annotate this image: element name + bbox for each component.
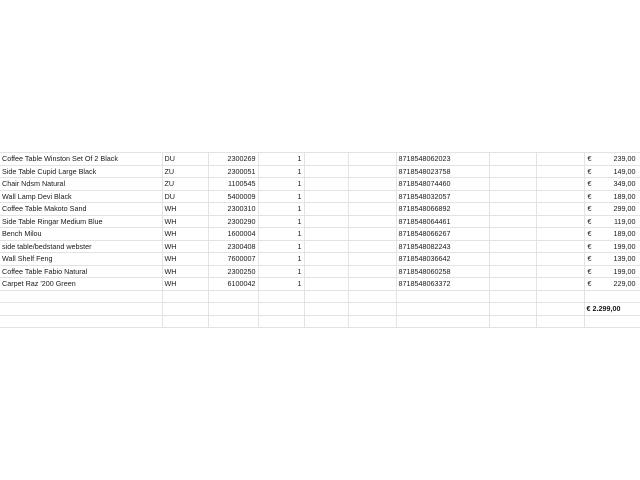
- price-amount: 199,00: [613, 266, 636, 276]
- price-amount: 299,00: [613, 204, 636, 214]
- table-row: [0, 203, 640, 216]
- table-row: [0, 178, 640, 191]
- empty-cell[interactable]: [304, 215, 348, 228]
- empty-cell[interactable]: [348, 178, 396, 191]
- table-row: [0, 165, 640, 178]
- empty-cell[interactable]: [304, 253, 348, 266]
- price-cell[interactable]: [584, 278, 640, 291]
- table-body: [0, 153, 640, 291]
- sku-cell[interactable]: 2300310: [208, 203, 258, 216]
- price-cell[interactable]: [584, 253, 640, 266]
- product-name-cell[interactable]: Coffee Table Winston Set Of 2 Black: [0, 153, 162, 166]
- empty-cell[interactable]: [536, 153, 584, 166]
- location-code-cell[interactable]: WH: [162, 240, 208, 253]
- location-code-cell[interactable]: ZU: [162, 165, 208, 178]
- empty-cell[interactable]: [489, 228, 536, 241]
- empty-cell[interactable]: [489, 165, 536, 178]
- product-name-cell[interactable]: side table/bedstand webster: [0, 240, 162, 253]
- sku-cell[interactable]: 2300269: [208, 153, 258, 166]
- empty-cell[interactable]: [536, 215, 584, 228]
- price-cell[interactable]: [584, 228, 640, 241]
- empty-cell[interactable]: [348, 240, 396, 253]
- price-amount: 119,00: [614, 216, 636, 226]
- sku-cell[interactable]: 2300051: [208, 165, 258, 178]
- ean-cell[interactable]: 8718548062023: [396, 153, 489, 166]
- ean-cell[interactable]: 8718548074460: [396, 178, 489, 191]
- location-code-cell[interactable]: WH: [162, 203, 208, 216]
- product-name-cell[interactable]: Coffee Table Makoto Sand: [0, 203, 162, 216]
- inventory-table: [0, 152, 640, 328]
- currency-symbol: €: [587, 229, 592, 238]
- currency-symbol: €: [587, 216, 592, 226]
- empty-cell[interactable]: [304, 278, 348, 291]
- table-row: [0, 265, 640, 278]
- table-footer: [0, 290, 640, 328]
- empty-cell[interactable]: [489, 253, 536, 266]
- currency-symbol: €: [587, 191, 592, 201]
- product-name-cell[interactable]: Wall Shelf Feng: [0, 253, 162, 266]
- location-code-cell[interactable]: WH: [162, 278, 208, 291]
- product-name-cell[interactable]: Side Table Ringar Medium Blue: [0, 215, 162, 228]
- empty-cell[interactable]: [304, 228, 348, 241]
- location-code-cell[interactable]: WH: [162, 265, 208, 278]
- total-cell[interactable]: € 2.299,00: [584, 303, 640, 316]
- sku-cell[interactable]: 2300250: [208, 265, 258, 278]
- price-cell[interactable]: [584, 215, 640, 228]
- price-amount: 349,00: [613, 179, 636, 189]
- quantity-cell[interactable]: 1: [258, 240, 304, 253]
- blank-row: [0, 315, 640, 328]
- currency-symbol: €: [587, 154, 592, 163]
- currency-symbol: €: [587, 179, 592, 188]
- empty-cell[interactable]: [304, 153, 348, 166]
- ean-cell[interactable]: 8718548066892: [396, 203, 489, 216]
- empty-cell[interactable]: [489, 153, 536, 166]
- location-code-cell[interactable]: DU: [162, 153, 208, 166]
- currency-symbol: €: [587, 254, 592, 263]
- empty-cell[interactable]: [489, 240, 536, 253]
- table-row: [0, 253, 640, 266]
- ean-cell[interactable]: 8718548066267: [396, 228, 489, 241]
- empty-cell[interactable]: [536, 178, 584, 191]
- empty-cell[interactable]: [489, 265, 536, 278]
- ean-cell[interactable]: 8718548060258: [396, 265, 489, 278]
- table-row: [0, 228, 640, 241]
- product-name-cell[interactable]: Wall Lamp Devi Black: [0, 190, 162, 203]
- currency-symbol: €: [587, 279, 592, 288]
- empty-cell[interactable]: [489, 203, 536, 216]
- empty-cell[interactable]: [348, 203, 396, 216]
- empty-cell[interactable]: [536, 228, 584, 241]
- price-cell[interactable]: [584, 203, 640, 216]
- product-name-cell[interactable]: Carpet Raz '200 Green: [0, 278, 162, 291]
- sku-cell[interactable]: 5400009: [208, 190, 258, 203]
- price-amount: 139,00: [613, 254, 636, 264]
- sku-cell[interactable]: 7600007: [208, 253, 258, 266]
- sku-cell[interactable]: 1100545: [208, 178, 258, 191]
- quantity-cell[interactable]: 1: [258, 178, 304, 191]
- empty-cell[interactable]: [304, 165, 348, 178]
- price-amount: 239,00: [613, 154, 636, 164]
- empty-cell[interactable]: [304, 265, 348, 278]
- ean-cell[interactable]: 8718548063372: [396, 278, 489, 291]
- empty-cell[interactable]: [348, 265, 396, 278]
- currency-symbol: €: [587, 241, 592, 251]
- table-row: [0, 278, 640, 291]
- spreadsheet: [0, 152, 640, 328]
- empty-cell[interactable]: [348, 165, 396, 178]
- quantity-cell[interactable]: 1: [258, 253, 304, 266]
- sku-cell[interactable]: 1600004: [208, 228, 258, 241]
- quantity-cell[interactable]: 1: [258, 215, 304, 228]
- quantity-cell[interactable]: 1: [258, 278, 304, 291]
- quantity-cell[interactable]: 1: [258, 203, 304, 216]
- price-cell[interactable]: [584, 165, 640, 178]
- currency-symbol: €: [587, 204, 592, 213]
- currency-symbol: €: [587, 266, 592, 276]
- empty-cell[interactable]: [489, 178, 536, 191]
- table-row: [0, 190, 640, 203]
- empty-cell[interactable]: [348, 278, 396, 291]
- empty-cell[interactable]: [348, 153, 396, 166]
- price-amount: 189,00: [613, 191, 636, 201]
- empty-cell[interactable]: [348, 215, 396, 228]
- empty-cell[interactable]: [304, 240, 348, 253]
- quantity-cell[interactable]: 1: [258, 265, 304, 278]
- product-name-cell[interactable]: Chair Ndsm Natural: [0, 178, 162, 191]
- price-amount: 199,00: [613, 241, 636, 251]
- price-cell[interactable]: [584, 265, 640, 278]
- empty-cell[interactable]: [536, 190, 584, 203]
- price-cell[interactable]: [584, 240, 640, 253]
- quantity-cell[interactable]: 1: [258, 153, 304, 166]
- price-cell[interactable]: [584, 178, 640, 191]
- empty-cell[interactable]: [536, 253, 584, 266]
- total-row: [0, 303, 640, 316]
- price-amount: 189,00: [613, 229, 636, 239]
- location-code-cell[interactable]: DU: [162, 190, 208, 203]
- empty-cell[interactable]: [489, 190, 536, 203]
- empty-cell[interactable]: [536, 240, 584, 253]
- price-amount: 229,00: [613, 279, 636, 289]
- product-name-cell[interactable]: Side Table Cupid Large Black: [0, 165, 162, 178]
- sku-cell[interactable]: 2300290: [208, 215, 258, 228]
- empty-cell[interactable]: [304, 190, 348, 203]
- empty-cell[interactable]: [489, 278, 536, 291]
- product-name-cell[interactable]: Coffee Table Fabio Natural: [0, 265, 162, 278]
- location-code-cell[interactable]: WH: [162, 228, 208, 241]
- sku-cell[interactable]: 6100042: [208, 278, 258, 291]
- ean-cell[interactable]: 8718548023758: [396, 165, 489, 178]
- ean-cell[interactable]: 8718548064461: [396, 215, 489, 228]
- table-row: [0, 240, 640, 253]
- table-row: [0, 153, 640, 166]
- quantity-cell[interactable]: 1: [258, 190, 304, 203]
- empty-cell[interactable]: [536, 203, 584, 216]
- empty-cell[interactable]: [536, 265, 584, 278]
- location-code-cell[interactable]: WH: [162, 253, 208, 266]
- empty-cell[interactable]: [348, 228, 396, 241]
- quantity-cell[interactable]: 1: [258, 165, 304, 178]
- empty-cell[interactable]: [536, 278, 584, 291]
- location-code-cell[interactable]: WH: [162, 215, 208, 228]
- price-amount: 149,00: [613, 166, 636, 176]
- empty-cell[interactable]: [489, 215, 536, 228]
- empty-cell[interactable]: [348, 253, 396, 266]
- ean-cell[interactable]: 8718548082243: [396, 240, 489, 253]
- empty-cell[interactable]: [304, 178, 348, 191]
- price-cell[interactable]: [584, 190, 640, 203]
- price-cell[interactable]: [584, 153, 640, 166]
- sku-cell[interactable]: 2300408: [208, 240, 258, 253]
- currency-symbol: €: [587, 166, 592, 176]
- quantity-cell[interactable]: 1: [258, 228, 304, 241]
- location-code-cell[interactable]: ZU: [162, 178, 208, 191]
- empty-cell[interactable]: [348, 190, 396, 203]
- empty-cell[interactable]: [304, 203, 348, 216]
- ean-cell[interactable]: 8718548032057: [396, 190, 489, 203]
- table-row: [0, 215, 640, 228]
- empty-cell[interactable]: [536, 165, 584, 178]
- ean-cell[interactable]: 8718548036642: [396, 253, 489, 266]
- blank-row: [0, 290, 640, 303]
- product-name-cell[interactable]: Bench Milou: [0, 228, 162, 241]
